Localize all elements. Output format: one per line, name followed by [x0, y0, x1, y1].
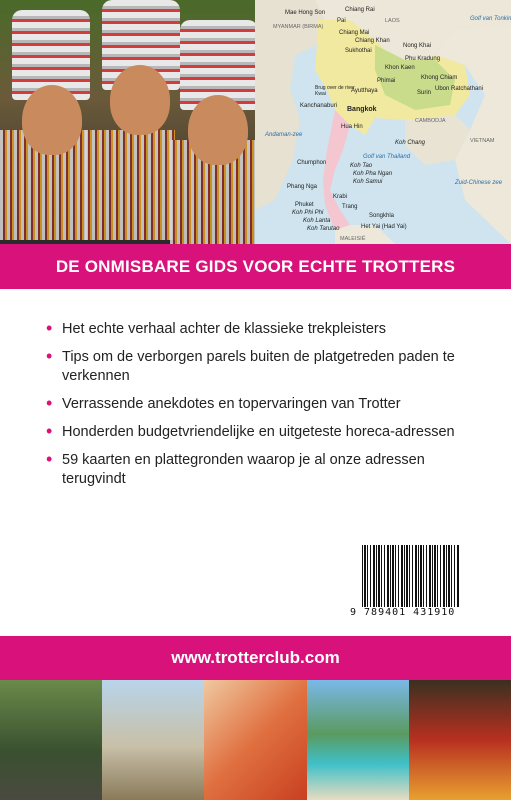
map-country-laos: LAOS [385, 18, 400, 24]
map-place: Hua Hin [341, 124, 363, 130]
map-place: Koh Pha Ngan [353, 171, 393, 177]
map-sea-south-china: Zuid-Chinese zee [455, 180, 503, 186]
map-sea-thailand: Golf van Thailand [363, 154, 411, 160]
map-country-myanmar: MYANMAR (BIRMA) [273, 24, 324, 30]
map-place: Surin [417, 90, 432, 96]
tagline-text: DE ONMISBARE GIDS VOOR ECHTE TROTTERS [55, 256, 456, 276]
map-country-cambodja: CAMBODJA [415, 118, 446, 124]
map-place: Nong Khai [403, 43, 432, 49]
cover-photo-women [0, 0, 255, 244]
photo-buddha-temple [102, 680, 204, 800]
map-place: Phuket [295, 202, 314, 208]
map-place-bangkok: Bangkok [347, 106, 377, 113]
feature-item: • Tips om de verborgen parels buiten de platgetreden paden te verkennen [62, 348, 482, 386]
map-country-vietnam: VIETNAM [470, 138, 495, 144]
map-place: Koh Tarutao [307, 226, 340, 232]
map-place: Chumphon [297, 160, 327, 166]
map-country-maleisie: MALEISIË [340, 236, 366, 242]
map-sea-andaman: Andaman-zee [265, 132, 303, 138]
map-place: Chiang Khan [355, 38, 390, 44]
photo-detail [85, 130, 175, 240]
map-place: Brug over de river Kwai [315, 85, 355, 97]
map-place: Khon Kaen [385, 65, 415, 71]
map-place: Chiang Mai [339, 30, 370, 36]
map-place: Koh Phi Phi [292, 210, 324, 216]
map-place: Trang [342, 204, 358, 210]
map-place: Krabi [333, 194, 348, 200]
map-place: Chiang Rai [345, 7, 375, 13]
tagline-banner [0, 244, 511, 289]
map-place: Koh Chang [395, 140, 426, 146]
barcode-bars [362, 545, 460, 607]
map-place: Het Yai (Had Yai) [361, 224, 407, 230]
map-place: Pai [337, 18, 346, 24]
feature-item: • 59 kaarten en plattegronden waarop je al onze adressen terugvindt [62, 451, 482, 489]
map-sea-tonkin: Golf van Tonkin [470, 16, 511, 22]
map-place: Kanchanaburi [300, 103, 338, 109]
photo-detail [22, 85, 82, 155]
photo-elephants [0, 680, 102, 800]
map-place: Mae Hong Son [285, 10, 326, 16]
map-place: Songkhla [369, 213, 395, 219]
feature-item: • Verrassende anekdotes en topervaringen van Trotter [62, 395, 482, 414]
map-place: Ayutthaya [351, 88, 378, 94]
map-shapes [255, 0, 511, 244]
map-place: Ubon Ratchathani [435, 86, 484, 92]
map-place: Phimai [377, 78, 396, 84]
map-place: Koh Lanta [303, 218, 331, 224]
photo-thai-food [204, 680, 306, 800]
map-place: Khong Chiam [421, 75, 458, 81]
map-place: Phu Kradung [405, 56, 441, 62]
barcode [350, 545, 462, 622]
url-banner [0, 636, 511, 680]
photo-detail [188, 95, 248, 165]
feature-item: • Honderden budgetvriendelijke en uitgeteste horeca-adressen [62, 423, 482, 442]
feature-item: • Het echte verhaal achter de klassieke trekpleisters [62, 320, 482, 339]
photo-strip [0, 680, 511, 800]
map-thailand [255, 0, 511, 244]
map-place: Koh Tao [350, 163, 373, 169]
website-url: www.trotterclub.com [171, 648, 340, 667]
photo-detail [110, 65, 170, 135]
feature-list [62, 320, 482, 498]
isbn-number: 9 789401 431910 [350, 607, 456, 618]
map-place: Sukhothai [345, 48, 372, 54]
map-place: Koh Samui [353, 179, 383, 185]
photo-beach [307, 680, 409, 800]
map-place: Phang Nga [287, 184, 318, 190]
photo-market-vendor [409, 680, 511, 800]
